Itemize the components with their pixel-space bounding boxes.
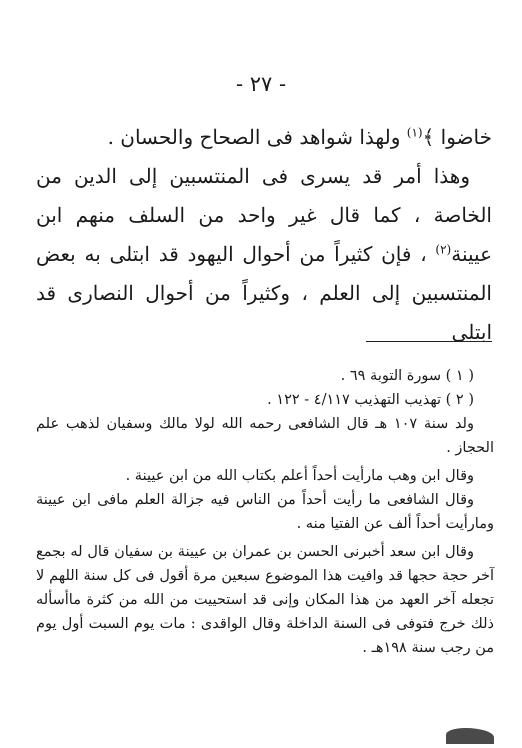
footnote-quote-shafii: وقال الشافعى ما رأيت أحداً من الناس فيه جزالة العلم مافى ابن عيينة ومارأيت أحداً ألف عن الفتيا منه . xyxy=(36,492,494,532)
footnote-quote-ibn-wahb: وقال ابن وهب مارأيت أحداً أعلم بكتاب الله من ابن عيينة . xyxy=(125,468,474,484)
footnote-ref-2: (٢) xyxy=(435,242,452,257)
main-paragraph-tail: ولهذا شواهد فى الصحاح والحسان . xyxy=(107,125,407,149)
main-paragraph-text: خاضوا ﴾ xyxy=(422,125,492,149)
main-paragraph xyxy=(36,157,492,352)
main-paragraph-text: وهذا أمر قد يسرى فى المنتسبين إلى الدين من الخاصة ، كما قال غير واحد من السلف منهم ابن عيينة xyxy=(36,164,492,266)
footnote-1: ( ١ ) سورة التوبة ٦٩ . xyxy=(340,368,474,384)
footnotes xyxy=(36,364,494,660)
footnote-bio-birth: ولد سنة ١٠٧ هـ قال الشافعى رحمه الله لولا مالك وسفيان لذهب علم الحجاز . xyxy=(36,416,494,456)
main-paragraph-tail: ، فإن كثيراً من أحوال اليهود قد ابتلى به بعض المنتسبين إلى العلم ، وكثيراً من أحوال النصارى قد ابتلى xyxy=(36,242,492,344)
page-number: - ٢٧ - xyxy=(235,72,287,96)
footnote-ref-1: (١) xyxy=(406,125,423,140)
main-text xyxy=(36,118,492,352)
main-paragraph xyxy=(36,118,492,157)
footnote-divider xyxy=(366,341,492,342)
scan-artifact xyxy=(446,728,494,744)
footnote-2: ( ٢ ) تهذيب التهذيب ٤/١١٧ - ١٢٢ . xyxy=(267,392,474,408)
footnote-quote-ibn-saad: وقال ابن سعد أخبرنى الحسن بن عمران بن عيينة بن سفيان قال له بجمع آخر حجة حجها قد وافيت هذا الموضوع سبعين مرة أقول فى كل سنة اللهم لا تجعله آخر العهد من هذا المكان وإنى قد استحييت من الله من كثرة ماأسأله ذلك خرج فتوفى فى السنة الداخلة وقال الواقدى : مات يوم السبت أول يوم من رجب سنة ١٩٨هـ . xyxy=(36,544,494,656)
